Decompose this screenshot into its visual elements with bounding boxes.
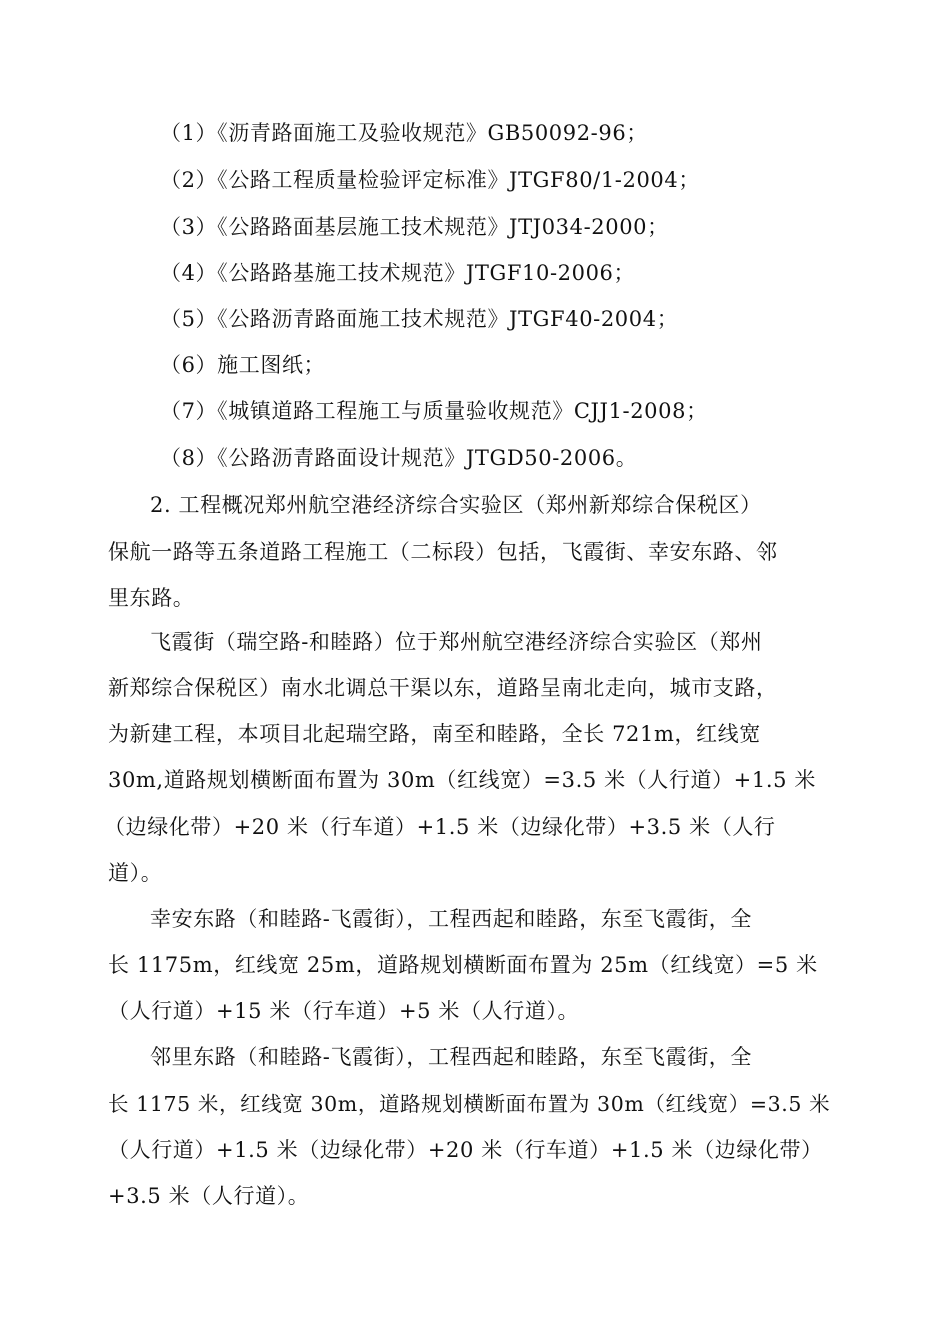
xingan-line-3: （人行道）+15 米（行车道）+5 米（人行道）。 — [108, 999, 580, 1023]
reference-item-5: （5）《公路沥青路面施工技术规范》JTGF40-2004； — [160, 307, 679, 331]
reference-item-2: （2）《公路工程质量检验评定标准》JTGF80/1-2004； — [160, 168, 700, 192]
linli-line-2: 长 1175 米，红线宽 30m，道路规划横断面布置为 30m（红线宽）=3.5 米 — [108, 1092, 831, 1116]
overview-line-3: 里东路。 — [108, 586, 195, 610]
overview-line-2: 保航一路等五条道路工程施工（二标段）包括，飞霞街、幸安东路、邻 — [108, 540, 778, 564]
reference-item-3: （3）《公路路面基层施工技术规范》JTJ034-2000； — [160, 215, 669, 239]
reference-item-4: （4）《公路路基施工技术规范》JTGF10-2006； — [160, 261, 636, 285]
reference-item-6: （6）施工图纸； — [160, 353, 326, 377]
feixia-line-2: 新郑综合保税区）南水北调总干渠以东，道路呈南北走向，城市支路， — [108, 676, 778, 700]
reference-item-1: （1）《沥青路面施工及验收规范》GB50092-96； — [160, 121, 648, 145]
feixia-line-4: 30m,道路规划横断面布置为 30m（红线宽）=3.5 米（人行道）+1.5 米 — [108, 768, 816, 792]
xingan-line-2: 长 1175m，红线宽 25m，道路规划横断面布置为 25m（红线宽）=5 米 — [108, 953, 818, 977]
linli-line-1: 邻里东路（和睦路-飞霞街），工程西起和睦路，东至飞霞街，全 — [150, 1045, 752, 1069]
reference-item-7: （7）《城镇道路工程施工与质量验收规范》CJJ1-2008； — [160, 399, 708, 423]
feixia-line-6: 道）。 — [108, 861, 163, 885]
linli-line-4: +3.5 米（人行道）。 — [108, 1184, 310, 1208]
feixia-line-1: 飞霞街（瑞空路-和睦路）位于郑州航空港经济综合实验区（郑州 — [150, 630, 763, 654]
feixia-line-5: （边绿化带）+20 米（行车道）+1.5 米（边绿化带）+3.5 米（人行 — [104, 815, 776, 839]
reference-item-8: （8）《公路沥青路面设计规范》JTGD50-2006。 — [160, 446, 638, 470]
feixia-line-3: 为新建工程，本项目北起瑞空路，南至和睦路，全长 721m，红线宽 — [108, 722, 761, 746]
linli-line-3: （人行道）+1.5 米（边绿化带）+20 米（行车道）+1.5 米（边绿化带） — [108, 1138, 823, 1162]
xingan-line-1: 幸安东路（和睦路-飞霞街），工程西起和睦路，东至飞霞街，全 — [150, 907, 752, 931]
overview-line-1: 2. 工程概况郑州航空港经济综合实验区（郑州新郑综合保税区） — [150, 493, 762, 517]
